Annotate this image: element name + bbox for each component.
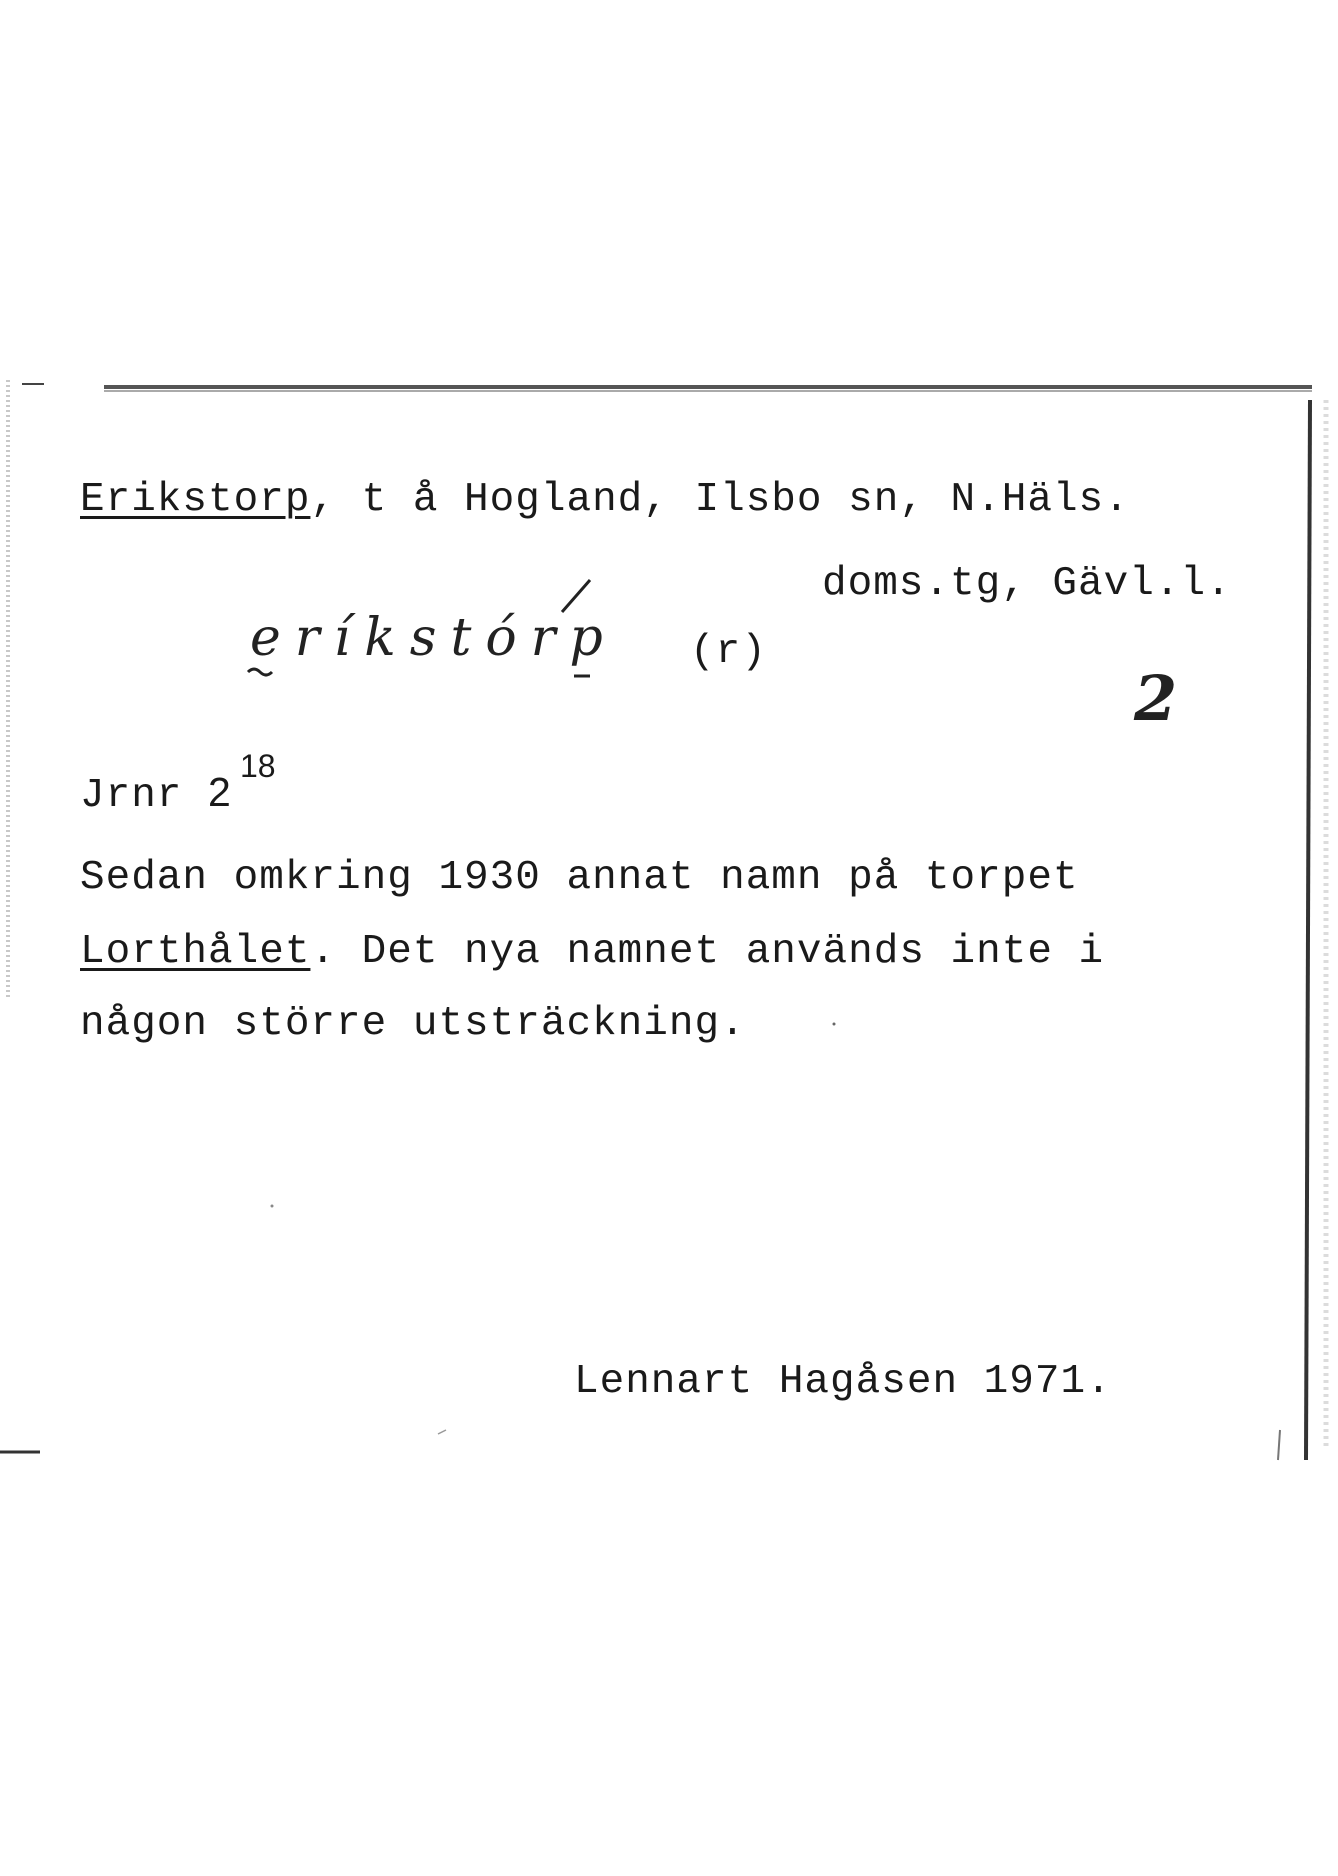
new-place-name: Lorthålet [80,929,311,975]
card-right-border [1306,400,1310,1460]
body-line-3: någon större utsträckning. [80,1001,746,1047]
reference-base: 2 [208,769,232,815]
header-line-1 [80,477,1130,523]
tilde-mark [248,669,272,675]
body-line-1: Sedan omkring 1930 annat namn på torpet [80,855,1079,901]
reference-superscript: 18 [240,748,276,784]
reference-prefix: Jrnr [80,773,183,819]
body-line-2 [80,929,1105,975]
phonetic-note: (r) [690,629,767,675]
body-line-2-rest: . Det nya namnet används inte i [310,929,1105,975]
phonetic-transcription: eríkstórp [250,608,617,668]
card-number-mark: 2 [1134,662,1178,735]
signature: Lennart Hagåsen 1971. [574,1359,1112,1405]
place-name: Erikstorp [80,477,311,523]
place-description: , t å Hogland, Ilsbo sn, N.Häls. [310,477,1130,523]
reference-line [80,769,232,819]
header-line-2: doms.tg, Gävl.l. [822,561,1232,607]
